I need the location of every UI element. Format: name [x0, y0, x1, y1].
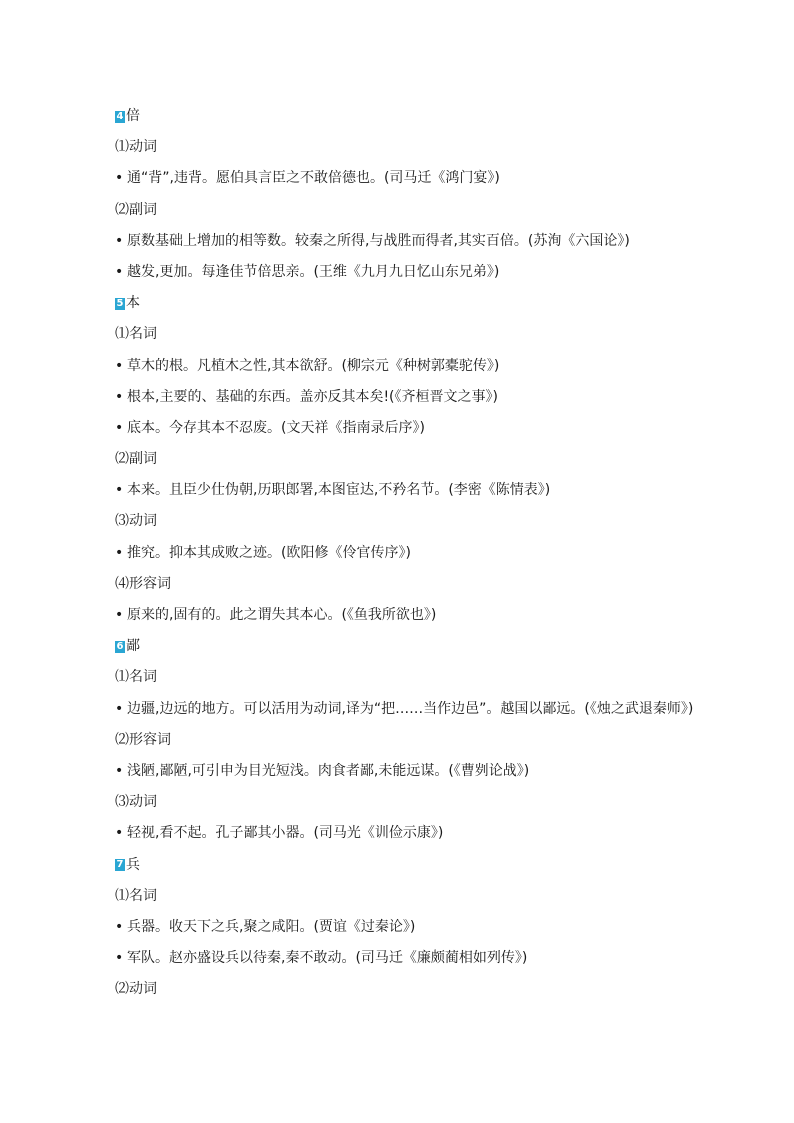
definition-text: 浅陋,鄙陋,可引申为目光短浅。肉食者鄙,未能远谋。(《曹刿论战》) [127, 762, 530, 779]
definition-line [115, 694, 695, 725]
entry-heading [115, 288, 695, 319]
bullet-icon: • [115, 170, 124, 187]
document-body [115, 101, 695, 1005]
definition-line [115, 163, 695, 194]
definition-text: 底本。今存其本不忍废。(文天祥《指南录后序》) [127, 419, 425, 436]
definition-text: 原数基础上增加的相等数。较秦之所得,与战胜而得者,其实百倍。(苏洵《六国论》) [127, 232, 630, 249]
definition-line [115, 382, 695, 413]
bullet-icon: • [115, 607, 124, 623]
pos-label: ⑵副词 [115, 201, 157, 218]
entry-number-badge: 7 [116, 859, 124, 871]
definition-line [115, 538, 695, 569]
definition-text: 越发,更加。每逢佳节倍思亲。(王维《九月九日忆山东兄弟》) [127, 263, 500, 280]
definition-line [115, 818, 695, 849]
entry-character: 本 [126, 295, 140, 312]
definition-text: 轻视,看不起。孔子鄙其小器。(司马光《训俭示康》) [127, 825, 444, 842]
entry-number-badge: 5 [116, 297, 124, 309]
bullet-icon: • [115, 263, 124, 280]
bullet-icon: • [115, 419, 124, 436]
bullet-icon: • [115, 700, 124, 717]
definition-text: 本来。且臣少仕伪朝,历职郎署,本图宦达,不矜名节。(李密《陈情表》) [127, 482, 551, 499]
pos-label: ⑴名词 [115, 887, 157, 904]
pos-label: ⑴动词 [115, 139, 157, 156]
entry-character: 鄙 [126, 638, 140, 655]
pos-label: ⑵副词 [115, 451, 157, 468]
entry-number-badge: 4 [116, 110, 124, 122]
entry-number-badge: 6 [116, 640, 124, 652]
definition-text: 边疆,边远的地方。可以活用为动词,译为“把……当作边邑”。越国以鄙远。(《烛之武退秦师》) [127, 700, 694, 717]
definition-line [115, 351, 695, 382]
definition-line [115, 912, 695, 943]
definition-text: 兵器。收天下之兵,聚之咸阳。(贾谊《过秦论》) [127, 918, 416, 935]
bullet-icon: • [115, 762, 124, 779]
pos-label: ⑶动词 [115, 794, 157, 811]
entry-character: 兵 [126, 856, 140, 873]
bullet-icon: • [115, 232, 124, 249]
pos-label: ⑵形容词 [115, 731, 171, 748]
pos-label: ⑷形容词 [115, 575, 171, 592]
definition-line [115, 413, 695, 444]
bullet-icon: • [115, 825, 124, 842]
definition-line [115, 257, 695, 288]
definition-line [115, 600, 695, 631]
bullet-icon: • [115, 482, 124, 499]
bullet-icon: • [115, 544, 124, 561]
bullet-icon: • [115, 950, 124, 967]
entry-character: 倍 [126, 108, 140, 124]
definition-text: 原来的,固有的。此之谓失其本心。(《鱼我所欲也》) [127, 607, 437, 623]
definition-line [115, 226, 695, 257]
pos-label: ⑴名词 [115, 669, 157, 686]
definition-text: 通“背”,违背。愿伯具言臣之不敢倍德也。(司马迁《鸿门宴》) [127, 170, 500, 187]
definition-line [115, 756, 695, 787]
definition-line [115, 475, 695, 506]
definition-text: 军队。赵亦盛设兵以待秦,秦不敢动。(司马迁《廉颇蔺相如列传》) [127, 950, 528, 967]
bullet-icon: • [115, 388, 124, 405]
pos-label: ⑴名词 [115, 326, 157, 343]
definition-line [115, 943, 695, 974]
entry-heading [115, 631, 695, 662]
definition-text: 推究。抑本其成败之迹。(欧阳修《伶官传序》) [127, 544, 411, 561]
entry-heading [115, 101, 695, 132]
bullet-icon: • [115, 918, 124, 935]
pos-label: ⑵动词 [115, 981, 157, 998]
bullet-icon: • [115, 357, 124, 374]
definition-text: 草木的根。凡植木之性,其本欲舒。(柳宗元《种树郭橐驼传》) [127, 357, 500, 374]
definition-text: 根本,主要的、基础的东西。盖亦反其本矣!(《齐桓晋文之事》) [127, 388, 498, 405]
entry-heading [115, 850, 695, 881]
pos-label: ⑶动词 [115, 513, 157, 530]
